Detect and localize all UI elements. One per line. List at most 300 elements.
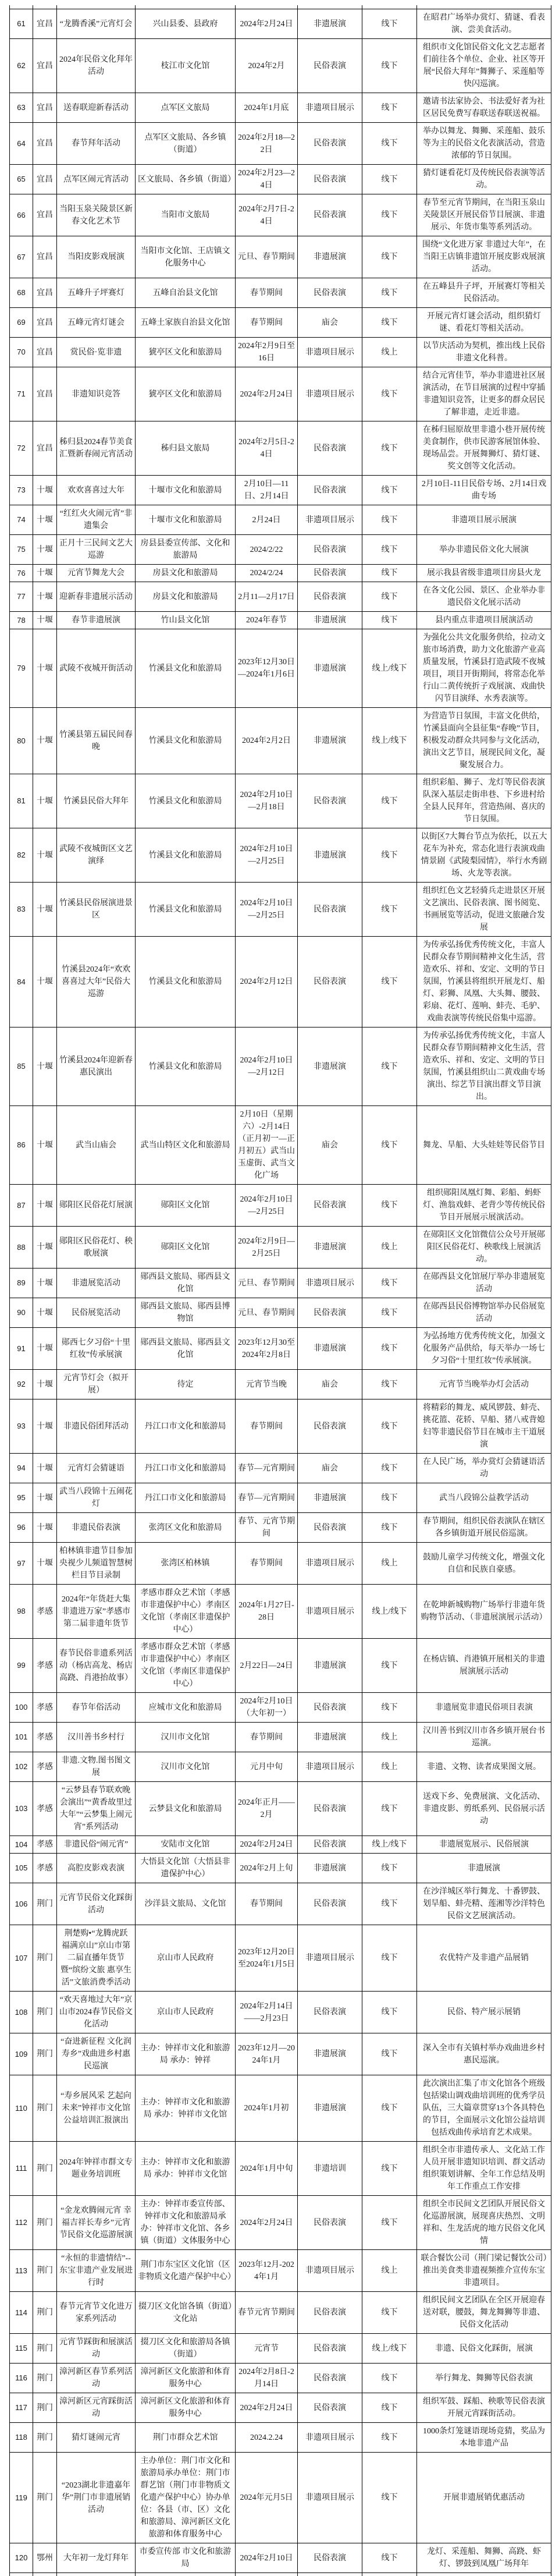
- cell-channel: 线下: [362, 308, 417, 338]
- cell-channel: 线上: [362, 1723, 417, 1752]
- cell-region: 十堰: [33, 1027, 57, 1106]
- cell-remark: 武当八段锦公益教学活动: [417, 1483, 551, 1513]
- cell-remark: 展示我县省级非遗项目房县火龙: [417, 565, 551, 582]
- cell-region: 宜昌: [33, 9, 57, 39]
- cell-event-name: 点军区闹元宵活动: [57, 165, 136, 194]
- cell-region: 十堰: [33, 1513, 57, 1543]
- cell-row-number: 110: [10, 2075, 33, 2142]
- cell-date: 2024年2月14日——2月23日: [236, 1992, 298, 2033]
- cell-remark: 在杨店镇、肖港镇开展相关的非遗展演展示活动: [417, 1639, 551, 1693]
- table-row: [10, 1925, 551, 1992]
- table-row: [10, 1883, 551, 1925]
- cell-remark: 在秭归屈原故里非遗小巷开展传统美食制作，供市民游客展馆体验、现场品尝。开展舞狮灯、猜灯谜、奖文创等文化活动。: [417, 421, 551, 476]
- cell-organizer: 沙洋县文旅局、文化馆: [136, 1883, 236, 1925]
- cell-row-number: 106: [10, 1883, 33, 1925]
- cell-type: 民俗表演: [298, 2196, 362, 2250]
- cell-type: 庙会: [298, 1106, 362, 1185]
- cell-event-name: 五峰元宵灯谜会: [57, 308, 136, 338]
- cell-type: 非遗展演: [298, 828, 362, 883]
- cell-date: 2024年2月上旬: [236, 1854, 298, 1883]
- cell-date: 2024年2月24日: [236, 2393, 298, 2423]
- cell-event-name: 非遗民俗“闹元宵”: [57, 1836, 136, 1854]
- table-row: [10, 2142, 551, 2196]
- events-table: [9, 5, 551, 2576]
- cell-date: 2024年1月中旬: [236, 2142, 298, 2196]
- cell-remark: 组织全市民间文艺团队开展民俗文化巡游展演，展现喜庆热烈、文明祥和、生龙活虎的地方民俗文化风情: [417, 2196, 551, 2250]
- cell-row-number: 72: [10, 421, 33, 476]
- cell-organizer: 竹溪县文化和旅游局: [136, 828, 236, 883]
- cell-channel: 线下: [362, 1328, 417, 1370]
- table-row: [10, 2423, 551, 2453]
- cell-region: 宜昌: [33, 93, 57, 123]
- cell-organizer: 点军区文旅局: [136, 93, 236, 123]
- table-row: [10, 535, 551, 565]
- cell-region: 十堰: [33, 535, 57, 565]
- cell-row-number: 82: [10, 828, 33, 883]
- table-row: [10, 2543, 551, 2573]
- cell-channel: 线下: [362, 1106, 417, 1185]
- cell-organizer: 主办：钟祥市文化和旅游局 承办：钟祥市文化馆: [136, 2142, 236, 2196]
- cell-type: 民俗表演: [298, 1782, 362, 1836]
- table-row: [10, 2250, 551, 2292]
- cell-type: 民俗表演: [298, 165, 362, 194]
- cell-remark: 在五峰县升子坪，开展赛灯等相关民俗活动。: [417, 278, 551, 308]
- cell-date: 2月24日: [236, 505, 298, 535]
- cell-event-name: 武陵不夜城街区文艺演绎: [57, 828, 136, 883]
- cell-organizer: 主办单位：荆门市文化和旅游局承办单位：荆门市群艺馆（荆门市非物质文化遗产保护中心）协办单位：各县（市、区）文化和旅游局、漳河新区文化旅游和体育服务中心: [136, 2453, 236, 2543]
- cell-channel: 线下: [362, 1992, 417, 2033]
- cell-event-name: 竹溪县民俗大拜年: [57, 774, 136, 828]
- cell-region: 荆门: [33, 2142, 57, 2196]
- cell-row-number: 111: [10, 2142, 33, 2196]
- cell-remark: 非遗、民俗文化踩街，展演: [417, 2334, 551, 2364]
- cell-remark: 非遗展演: [417, 1854, 551, 1883]
- cell-organizer: 掇刀区文化馆各镇（街道）文化站: [136, 2292, 236, 2334]
- table-row: [10, 1106, 551, 1185]
- table-row: [10, 1328, 551, 1370]
- cell-type: 民俗表演: [298, 2543, 362, 2573]
- partial-row-bottom: [10, 2573, 551, 2576]
- table-row: [10, 1836, 551, 1854]
- cell-remark: 龙灯、采莲船、舞狮、高跷、虾灯、锣鼓到凤凰广场拜年: [417, 2543, 551, 2573]
- cell-row-number: 120: [10, 2543, 33, 2573]
- cell-type: 庙会: [298, 308, 362, 338]
- cell-organizer: 猇亭区文化和旅游局: [136, 367, 236, 421]
- table-row: [10, 39, 551, 93]
- cell-region: 十堰: [33, 1185, 57, 1227]
- cell-date: 2024年2月24日: [236, 367, 298, 421]
- cell-remark: 邀请书法家协会、书法爱好者为社区居民免费写春联送春联送祝福。: [417, 93, 551, 123]
- cell-type: 民俗表演: [298, 1185, 362, 1227]
- cell-row-number: 69: [10, 308, 33, 338]
- cell-date: 2024年1月27日-28日: [236, 1585, 298, 1639]
- cell-remark: 举办以舞龙、舞狮、采莲船、鼓乐等为主的民俗文化表演活动，营造浓郁的节日氛围。: [417, 123, 551, 165]
- table-row: [10, 367, 551, 421]
- cell-organizer: 武当山特区文化和旅游局: [136, 1106, 236, 1185]
- cell-date: 2024/2/22: [236, 535, 298, 565]
- cell-row-number: 88: [10, 1227, 33, 1268]
- cell-event-name: 2024年“年货赶大集 非遗进万家”孝感市第二届非遗年货节: [57, 1585, 136, 1639]
- events-table-body: [10, 5, 551, 2576]
- cell-event-name: 春节元宵节文化进万家系列活动: [57, 2292, 136, 2334]
- cell-date: 2月10日（星期六）-2月14日（正月初一—正月初五）武当山玉虚街、武当文化广场: [236, 1106, 298, 1185]
- cell-remark: 非遗项目展示展演: [417, 505, 551, 535]
- cell-channel: 线下: [362, 2393, 417, 2423]
- cell-region: 荆门: [33, 2393, 57, 2423]
- table-row: [10, 883, 551, 937]
- table-row: [10, 236, 551, 278]
- cell-region: 荆门: [33, 2334, 57, 2364]
- cell-region: 孝感: [33, 1836, 57, 1854]
- cell-row-number: 93: [10, 1399, 33, 1454]
- table-row: [10, 1298, 551, 1328]
- cell-region: 孝感: [33, 1752, 57, 1782]
- cell-type: 民俗表演: [298, 278, 362, 308]
- cell-event-name: 柏林镇非遗节目参加央视少儿频道智慧树栏目节目录制: [57, 1543, 136, 1585]
- cell-channel: 线下: [362, 278, 417, 308]
- cell-remark: 组织军鼓、踩船、秧歌等民俗表演开展元宵踩街活动。: [417, 2393, 551, 2423]
- cell-region: 孝感: [33, 1585, 57, 1639]
- cell-row-number: 94: [10, 1454, 33, 1483]
- cell-type: 非遗项目展示: [298, 338, 362, 367]
- cell-organizer: 漳河新区文化旅游和体育服务中心: [136, 2393, 236, 2423]
- cell-row-number: 73: [10, 476, 33, 505]
- cell-channel: 线下: [362, 123, 417, 165]
- cell-channel: 线下: [362, 535, 417, 565]
- table-row: [10, 2453, 551, 2543]
- cell-remark: 将精彩的舞龙、威风锣鼓、蚌壳、挑花篮、花轿、旱船、猪八戒背媳妇等非遗民俗节目在城市主干道展演: [417, 1399, 551, 1454]
- cell-remark: 组织彩船、狮子、龙灯等民俗表演队深入基层走街串巷、下乡进村给全县人民拜年，营造热闹、喜庆的节日氛围。: [417, 774, 551, 828]
- cell-date: 春节期间: [236, 308, 298, 338]
- cell-row-number: 84: [10, 937, 33, 1027]
- cell-organizer: 竹溪县文化和旅游局: [136, 883, 236, 937]
- cell-event-name: “红红火火闹元宵”非遗集会: [57, 505, 136, 535]
- cell-event-name: 送春联迎新春活动: [57, 93, 136, 123]
- cell-event-name: 武当八段锦十五闹花灯: [57, 1483, 136, 1513]
- cell-row-number: 104: [10, 1836, 33, 1854]
- cell-region: 孝感: [33, 1782, 57, 1836]
- cell-event-name: 民俗展览活动: [57, 1298, 136, 1328]
- table-row: [10, 2334, 551, 2364]
- cell-channel: 线下: [362, 1399, 417, 1454]
- table-row: [10, 1992, 551, 2033]
- table-row: [10, 1752, 551, 1782]
- cell-region: 荆门: [33, 2423, 57, 2453]
- cell-row-number: 91: [10, 1328, 33, 1370]
- cell-row-number: 98: [10, 1585, 33, 1639]
- cell-event-name: 大年初一龙灯拜年: [57, 2543, 136, 2573]
- cell-channel: 线下: [362, 236, 417, 278]
- cell-region: 宜昌: [33, 278, 57, 308]
- cell-channel: 线下: [362, 367, 417, 421]
- cell-region: 宜昌: [33, 367, 57, 421]
- cell-region: 十堰: [33, 1328, 57, 1370]
- cell-date: 2024年2月10日—2月25日: [236, 1185, 298, 1227]
- cell-row-number: 101: [10, 1723, 33, 1752]
- cell-channel: 线下: [362, 1693, 417, 1723]
- cell-date: 2024年1月初: [236, 2075, 298, 2142]
- cell-remark: 春节期间，组织民俗表演队在辖区各乡镇街道开展民俗巡演。: [417, 1513, 551, 1543]
- cell-date: 2023年12月-2024年1月: [236, 2250, 298, 2292]
- cell-date: 2023年12月20日至2024年1月5日: [236, 1925, 298, 1992]
- cell-remark: 围绕“文化进万家 非遗过大年”，在当阳王店镇非遗馆开展皮影戏展演活动。: [417, 236, 551, 278]
- cell-date: 2024年2月24日: [236, 1836, 298, 1854]
- cell-row-number: 107: [10, 1925, 33, 1992]
- cell-organizer: 市委宣传部 市文化和旅游局: [136, 2543, 236, 2573]
- cell-date: 2024年2月5日-24日: [236, 421, 298, 476]
- table-row: [10, 1185, 551, 1227]
- cell-channel: 线下: [362, 1454, 417, 1483]
- cell-row-number: 71: [10, 367, 33, 421]
- cell-remark: 县内重点非遗项目展演活动: [417, 612, 551, 629]
- cell-date: 春节元宵节期间: [236, 2292, 298, 2334]
- table-row: [10, 1227, 551, 1268]
- cell-region: 孝感: [33, 1723, 57, 1752]
- cell-channel: 线下: [362, 1298, 417, 1328]
- cell-channel: 线上/线下: [362, 1585, 417, 1639]
- cell-type: 民俗表演: [298, 194, 362, 236]
- cell-row-number: 100: [10, 1693, 33, 1723]
- cell-type: 非遗项目展示: [298, 2423, 362, 2453]
- cell-type: 民俗表演: [298, 1399, 362, 1454]
- table-row: [10, 2292, 551, 2334]
- table-row: [10, 1723, 551, 1752]
- cell-organizer: 荆门市东宝区文化馆（区非物质文化遗产保护中心）: [136, 2250, 236, 2292]
- cell-remark: 为传承弘扬优秀传统文化，丰富人民群众春节期间精神文化生活，营造欢乐、祥和、安定、文明的节日氛围，竹溪县组织山二黄戏曲专场演出、综艺节目演出群文节目演出。: [417, 1027, 551, 1106]
- cell-remark: 2月10日-11日民俗专场、2月14日戏曲专场: [417, 476, 551, 505]
- cell-type: 非遗展演: [298, 1483, 362, 1513]
- cell-type: 非遗展演: [298, 629, 362, 708]
- cell-region: 十堰: [33, 612, 57, 629]
- cell-type: 民俗表演: [298, 1513, 362, 1543]
- cell-region: 宜昌: [33, 308, 57, 338]
- table-row: [10, 1027, 551, 1106]
- cell-row-number: 97: [10, 1543, 33, 1585]
- table-row: [10, 1854, 551, 1883]
- cell-organizer: 丹江口市文化和旅游局: [136, 1483, 236, 1513]
- cell-date: 2月22日—24日: [236, 1639, 298, 1693]
- cell-remark: 在乾坤新城购物广场举行非遗年货购物节活动、（非遗展演展示活动）: [417, 1585, 551, 1639]
- cell-remark: 为传承弘扬优秀传统文化，丰富人民群众春节期间精神文化生活，营造欢乐、祥和、安定、文明的节日氛围，竹溪县将组织开展龙灯、船灯、彩狮、凤凰、大头舞、腰鼓、彩扇、花灯、莲响、蚌壳、毛驴、戏曲表演等传统民俗集中巡游。: [417, 937, 551, 1027]
- cell-organizer: 丹江口市文化和旅游局: [136, 1399, 236, 1454]
- cell-organizer: 区文旅局、各乡镇（街道）: [136, 165, 236, 194]
- cell-row-number: 68: [10, 278, 33, 308]
- cell-organizer: 竹溪县文化和旅游局: [136, 937, 236, 1027]
- cell-date: 2024.2.24: [236, 2423, 298, 2453]
- table-row: [10, 1268, 551, 1298]
- cell-region: 十堰: [33, 1227, 57, 1268]
- cell-channel: 线下: [362, 1854, 417, 1883]
- cell-region: 十堰: [33, 505, 57, 535]
- cell-channel: 线下: [362, 937, 417, 1027]
- cell-date: 2024年春节: [236, 612, 298, 629]
- cell-remark: 舞龙、旱船、大头娃娃等民俗节目: [417, 1106, 551, 1185]
- cell-event-name: 竹溪县2024年迎新春惠民演出: [57, 1027, 136, 1106]
- cell-date: 2024年正月——2月: [236, 1782, 298, 1836]
- cell-date: 春节期间: [236, 278, 298, 308]
- cell-date: 2024年2月23—24日: [236, 165, 298, 194]
- cell-event-name: 武当山庙会: [57, 1106, 136, 1185]
- cell-row-number: 117: [10, 2393, 33, 2423]
- cell-remark: 联合餐饮公司（荆门梁记餐饮公司）推出美食类非遗视频推介宣传东宝非遗项目。: [417, 2250, 551, 2292]
- cell-remark: 为营造节日氛围，丰富文化供给，竹溪县面向全县征集“春晚”节目，积极发动群众共同参与文化活动，演出文艺节目，展现民间文化，凝聚发展合力。: [417, 708, 551, 774]
- cell-organizer: 安陆市文化馆: [136, 1836, 236, 1854]
- cell-organizer: 五峰自治县文化馆: [136, 278, 236, 308]
- cell-channel: 线下: [362, 505, 417, 535]
- cell-region: 十堰: [33, 1106, 57, 1185]
- cell-region: 荆门: [33, 1925, 57, 1992]
- cell-date: 2024年2月7日-24日: [236, 194, 298, 236]
- table-row: [10, 2393, 551, 2423]
- cell-event-name: 非遗民俗表演: [57, 1513, 136, 1543]
- cell-remark: 在郧西县民俗博物馆举办民俗展览活动: [417, 1298, 551, 1328]
- cell-row-number: 76: [10, 565, 33, 582]
- cell-organizer: 孝感市群众艺术馆（孝感市非遗保护中心）孝南区文化馆（孝南区非遗保护中心）: [136, 1585, 236, 1639]
- cell-date: 2024年1月底: [236, 93, 298, 123]
- cell-organizer: 孝感市群众艺术馆（孝感市非遗保护中心）孝南区文化馆（孝南区非遗保护中心）: [136, 1639, 236, 1693]
- cell-region: 鄂州: [33, 2543, 57, 2573]
- cell-channel: 线下: [362, 1185, 417, 1227]
- cell-event-name: 2024年民俗文化拜年活动: [57, 39, 136, 93]
- cell-region: 宜昌: [33, 39, 57, 93]
- table-row: [10, 2075, 551, 2142]
- cell-channel: 线下: [362, 2453, 417, 2543]
- cell-event-name: 郧西七夕习俗“十里红妆”传承展演: [57, 1328, 136, 1370]
- cell-date: 2024年2月24日: [236, 9, 298, 39]
- cell-remark: 鼓励儿童学习传统文化，增强文化自信和民族自豪感。: [417, 1543, 551, 1585]
- cell-event-name: 汉川善书乡村行: [57, 1723, 136, 1752]
- cell-row-number: 99: [10, 1639, 33, 1693]
- cell-channel: 线下: [362, 194, 417, 236]
- cell-row-number: 70: [10, 338, 33, 367]
- cell-channel: 线上: [362, 1752, 417, 1782]
- cell-event-name: 五峰升子坪赛灯: [57, 278, 136, 308]
- cell-type: 非遗展演: [298, 9, 362, 39]
- cell-remark: 为强化公共文化服务供给，拉动文旅市场消费，助力文化旅游产业高质量发展，竹溪县打造武陵不夜城项目，项目开街期间，将常态化举行山二黄传统折子戏展演、戏曲快闪节目演绎、水秀表演等。: [417, 629, 551, 708]
- table-row: [10, 582, 551, 612]
- cell-event-name: 郧阳区民俗花灯展演: [57, 1185, 136, 1227]
- cell-remark: 以街区7大舞台节点为依托，以五大花车为补充，常态化进行表演戏曲情景剧《武陵梨园情》，举行水秀剧场、火龙等表演。: [417, 828, 551, 883]
- cell-row-number: 105: [10, 1854, 33, 1883]
- cell-date: 春节期间: [236, 1723, 298, 1752]
- cell-region: 十堰: [33, 1298, 57, 1328]
- cell-event-name: 当阳皮影戏展演: [57, 236, 136, 278]
- cell-organizer: 荆门市群众艺术馆: [136, 2423, 236, 2453]
- cell-organizer: 云梦县文化和旅游局: [136, 1782, 236, 1836]
- cell-region: 荆门: [33, 1883, 57, 1925]
- cell-organizer: 张湾区文化和旅游局: [136, 1513, 236, 1543]
- cell-event-name: 春节民俗非遗系列活动（杨店高龙、杨店高跷、肖港抬故事）: [57, 1639, 136, 1693]
- cell-type: 非遗项目展示: [298, 2453, 362, 2543]
- cell-type: 民俗表演: [298, 123, 362, 165]
- cell-channel: 线下: [362, 1782, 417, 1836]
- table-row: [10, 1639, 551, 1693]
- cell-event-name: 元宵灯会猜谜语: [57, 1454, 136, 1483]
- cell-row-number: 102: [10, 1752, 33, 1782]
- cell-row-number: 61: [10, 9, 33, 39]
- cell-type: 非遗展演: [298, 236, 362, 278]
- cell-date: 春节期间: [236, 1399, 298, 1454]
- cell-row-number: 86: [10, 1106, 33, 1185]
- cell-region: 孝感: [33, 1693, 57, 1723]
- cell-region: 十堰: [33, 565, 57, 582]
- cell-region: 十堰: [33, 937, 57, 1027]
- cell-row-number: 112: [10, 2196, 33, 2250]
- cell-date: 2024年2月10日（大年初一）: [236, 1693, 298, 1723]
- cell-region: 宜昌: [33, 236, 57, 278]
- cell-organizer: 主办：钟祥市委宣传部、钟祥市文化和旅游局承办：钟祥市文化馆、各乡镇（街道）文体服务中心: [136, 2196, 236, 2250]
- cell-type: 非遗展演: [298, 1027, 362, 1106]
- cell-organizer: 竹山县文化馆: [136, 612, 236, 629]
- cell-row-number: 95: [10, 1483, 33, 1513]
- table-row: [10, 1782, 551, 1836]
- cell-date: 元月中旬: [236, 1752, 298, 1782]
- cell-type: 非遗展演: [298, 2033, 362, 2075]
- cell-event-name: 竹溪县2024年“欢欢喜喜过大年”民俗大巡游: [57, 937, 136, 1027]
- cell-channel: 线下: [362, 2196, 417, 2250]
- cell-date: 元旦、春节期间: [236, 1298, 298, 1328]
- cell-date: 2024年2月10日: [236, 2543, 298, 2573]
- cell-organizer: 十堰市文化和旅游局: [136, 476, 236, 505]
- table-row: [10, 1454, 551, 1483]
- cell-event-name: “金龙欢腾闹元宵 幸福吉祥长寿乡”元宵节民俗文化巡游展演: [57, 2196, 136, 2250]
- cell-region: 荆门: [33, 2033, 57, 2075]
- cell-event-name: 非遗.文物.图书图文展: [57, 1752, 136, 1782]
- cell-channel: 线下: [362, 1483, 417, 1513]
- cell-type: 民俗表演: [298, 1836, 362, 1854]
- cell-row-number: 66: [10, 194, 33, 236]
- cell-region: 十堰: [33, 1399, 57, 1454]
- cell-date: 春节期间: [236, 1543, 298, 1585]
- cell-row-number: 119: [10, 2453, 33, 2543]
- cell-region: 荆门: [33, 2364, 57, 2393]
- cell-organizer: 竹溪县文化和旅游局: [136, 774, 236, 828]
- table-row: [10, 828, 551, 883]
- cell-date: 2024年2月9日—2月25日: [236, 1227, 298, 1268]
- cell-organizer: 丹江口市文化和旅游局: [136, 1454, 236, 1483]
- cell-event-name: “寿乡展风采 艺起向未来”钟祥市文化馆公益培训汇报演出: [57, 2075, 136, 2142]
- cell-channel: 线下: [362, 2543, 417, 2573]
- cell-type: 非遗项目展示: [298, 93, 362, 123]
- cell-region: 十堰: [33, 708, 57, 774]
- table-row: [10, 93, 551, 123]
- cell-event-name: 非遗知识竞答: [57, 367, 136, 421]
- cell-event-name: 非遗展览活动: [57, 1268, 136, 1298]
- cell-type: 非遗项目展示: [298, 1925, 362, 1992]
- cell-channel: 线下: [362, 9, 417, 39]
- cell-organizer: 房县县委宣传部、文化和旅游局: [136, 535, 236, 565]
- cell-remark: 组织全市非遗传承人、文化站工作人员开展非遗知识培训、群文活动组织策划讲解、全年工作总结及明年工作重点工作安排: [417, 2142, 551, 2196]
- cell-region: 宜昌: [33, 421, 57, 476]
- table-row: [10, 194, 551, 236]
- cell-region: 十堰: [33, 1483, 57, 1513]
- cell-event-name: “2023湖北非遗嘉年华”荆门市非遗展销活动: [57, 2453, 136, 2543]
- table-row: [10, 2033, 551, 2075]
- cell-date: 2023年12月—2024年1月: [236, 2033, 298, 2075]
- cell-region: 宜昌: [33, 165, 57, 194]
- cell-event-name: 荆楚购•“龙腾虎跃 福满京山”京山市第二届直播年货节暨“缤纷文旅 惠享生活”文旅消费季活动: [57, 1925, 136, 1992]
- cell-row-number: 108: [10, 1992, 33, 2033]
- cell-organizer: 主办：钟祥市文化和旅游局 承办：钟祥: [136, 2033, 236, 2075]
- cell-organizer: 兴山县委、县政府: [136, 9, 236, 39]
- cell-region: 十堰: [33, 1370, 57, 1399]
- cell-event-name: 迎新春非遗展示活动: [57, 582, 136, 612]
- cell-date: 2023年12月30日—2024年1月6日: [236, 629, 298, 708]
- cell-organizer: 漳河新区文化旅游和体育服务中心: [136, 2364, 236, 2393]
- cell-row-number: 85: [10, 1027, 33, 1106]
- cell-region: 十堰: [33, 828, 57, 883]
- cell-type: 民俗表演: [298, 1693, 362, 1723]
